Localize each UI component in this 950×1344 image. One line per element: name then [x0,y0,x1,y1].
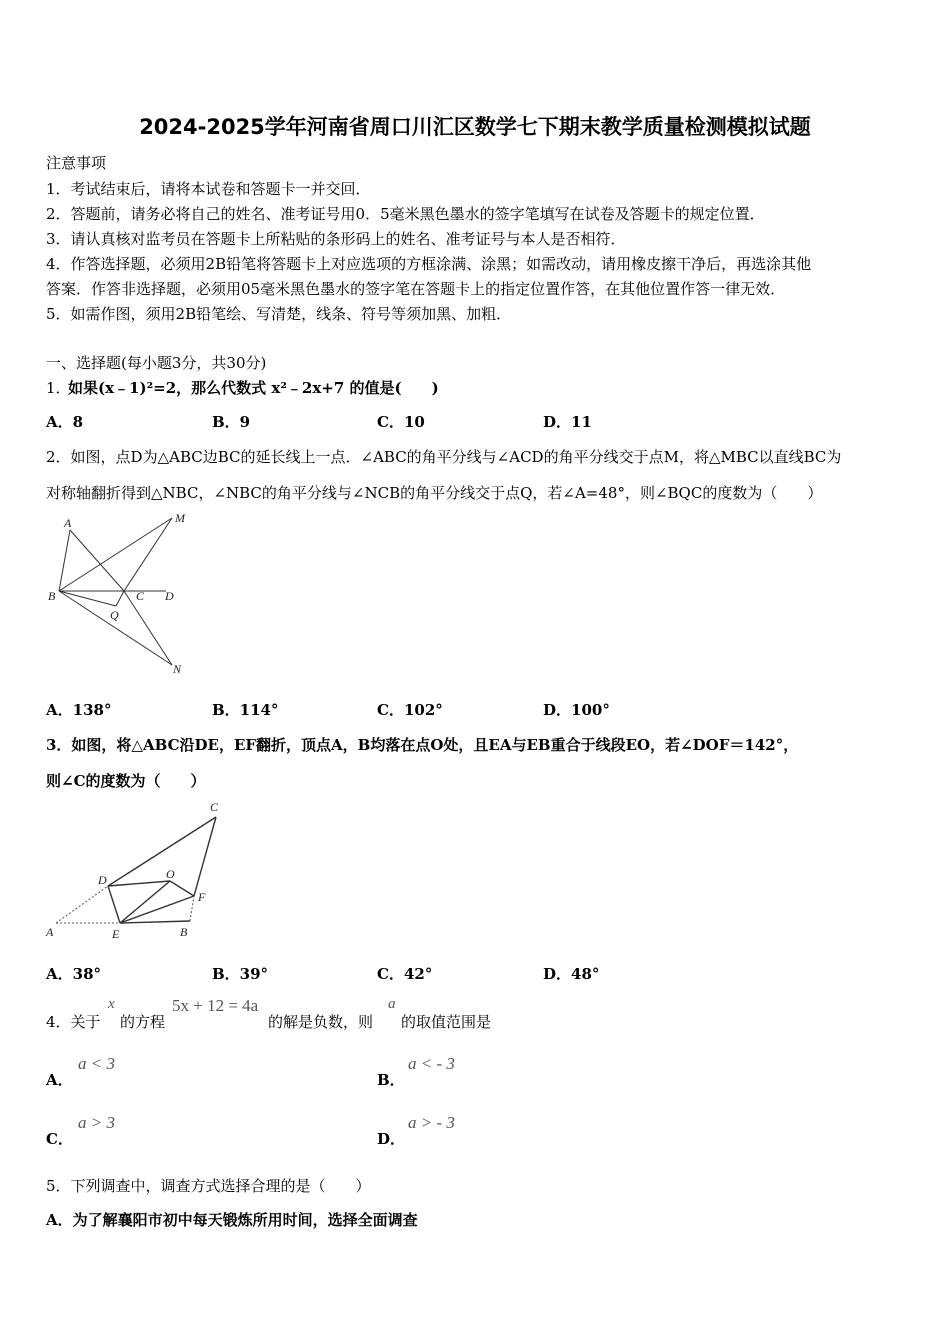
q3-label-f: F [198,890,206,904]
q2-option-b: B．114° [212,701,279,719]
q4-var-a: a [388,996,396,1012]
question-4-text: 的方程 [120,1013,166,1031]
q3-figure [42,796,232,946]
q2-label-d: D [165,589,174,603]
notice-item: 5．如需作图，须用2B铅笔绘、写清楚，线条、符号等须加黑、加粗． [46,305,512,323]
q2-label-n: N [173,662,182,676]
q2-option-d: D．100° [543,701,610,719]
q3-option-c: C．42° [377,965,433,983]
q3-label-o: O [166,867,175,881]
q4-option-c-expr: a > 3 [78,1113,115,1132]
question-4-text: 的取值范围是 [401,1013,492,1031]
q3-option-b: B．39° [212,965,269,983]
q4-option-b-expr: a < - 3 [408,1054,455,1073]
q3-label-d: D [98,873,107,887]
q2-option-a: A．138° [46,701,112,719]
notice-item: 4．作答选择题，必须用2B铅笔将答题卡上对应选项的方框涂满、涂黑；如需改动，请用橡皮擦干净后，再选涂其他 [46,255,812,273]
q1-option-d: D．11 [543,413,592,431]
notice-item: 答案．作答非选择题，必须用05毫米黑色墨水的签字笔在答题卡上的指定位置作答，在其他位置作答一律无效． [46,280,786,298]
q3-label-a: A [46,925,54,939]
notice-item: 3．请认真核对监考员在答题卡上所粘贴的条形码上的姓名、准考证号与本人是否相符． [46,230,626,248]
q2-label-a: A [64,516,72,530]
q2-label-m: M [175,511,185,525]
q2-label-b: B [48,589,56,603]
question-3-line1: 3．如图，将△ABC沿DE，EF翻折，顶点A，B均落在点O处，且EA与EB重合于线段EO，若∠DOF＝142°， [46,736,799,754]
question-2-line1: 2．如图，点D为△ABC边BC的延长线上一点．∠ABC的角平分线与∠ACD的角平分线交于点M，将△MBC以直线BC为 [46,448,842,466]
q4-option-a-expr: a < 3 [78,1054,115,1073]
q4-equation: 5x + 12 = 4a [172,996,259,1015]
q4-option-d-expr: a > - 3 [408,1113,455,1132]
q2-label-q: Q [110,608,119,622]
q1-option-b: B．9 [212,413,251,431]
question-5-stem: 5．下列调查中，调查方式选择合理的是（ ） [46,1177,371,1195]
section-heading: 一、选择题(每小题3分，共30分) [46,354,267,372]
q4-option-b-label: B． [377,1071,405,1089]
question-1-number: 1． [46,379,71,397]
question-4-text: 的解是负数，则 [268,1013,374,1031]
q3-label-b: B [180,925,188,939]
question-2-line2: 对称轴翻折得到△NBC，∠NBC的角平分线与∠NCB的角平分线交于点Q，若∠A=48°，则∠BQC的度数为（ ） [46,484,823,502]
q4-option-c-label: C． [46,1130,73,1148]
question-1-stem: 如果(x﹣1)²=2，那么代数式 x²﹣2x+7 的值是( ) [68,379,439,397]
q3-option-a: A．38° [46,965,102,983]
q2-option-c: C．102° [377,701,443,719]
q1-option-a: A．8 [46,413,84,431]
page-title: 2024-2025学年河南省周口川汇区数学七下期末教学质量检测模拟试题 [139,115,811,139]
q2-label-c: C [136,589,145,603]
q3-label-e: E [112,927,120,941]
q4-var-x: x [108,996,115,1012]
q3-label-c: C [210,800,219,814]
q4-option-a-label: A． [46,1071,73,1089]
notice-item: 2．答题前，请务必将自己的姓名、准考证号用0．5毫米黑色墨水的签字笔填写在试卷及答题卡的规定位置． [46,205,765,223]
notice-item: 1．考试结束后，请将本试卷和答题卡一并交回． [46,180,371,198]
q5-option-a: A．为了解襄阳市初中每天锻炼所用时间，选择全面调查 [46,1211,418,1229]
q3-option-d: D．48° [543,965,600,983]
question-3-line2: 则∠C的度数为（ ） [46,772,206,790]
question-4-prefix: 4．关于 [46,1013,101,1031]
q2-figure [44,510,204,680]
notice-heading: 注意事项 [46,154,107,172]
q1-option-c: C．10 [377,413,425,431]
q4-option-d-label: D． [377,1130,406,1148]
